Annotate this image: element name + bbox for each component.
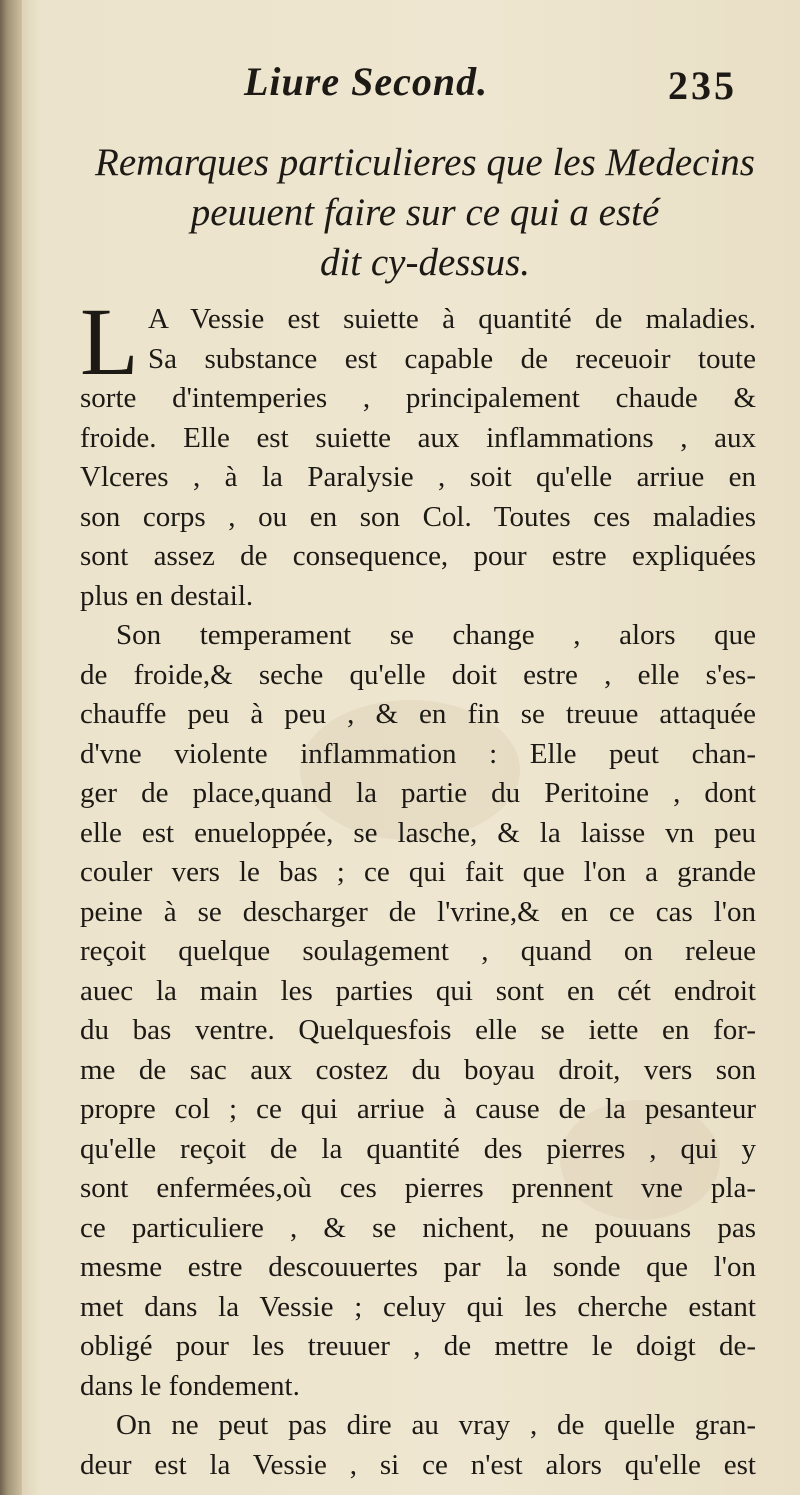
text-line: sont assez de consequence, pour estre expliquées	[80, 540, 756, 572]
section-heading-line: Remarques particulieres que les Medecins	[95, 141, 755, 184]
text-line: obligé pour les treuuer , de mettre le doigt de-	[80, 1330, 756, 1362]
text-line: auec la main les parties qui sont en cét endroit	[80, 974, 756, 1007]
text-line: propre col ; ce qui arriue à cause de la pesanteur	[80, 1093, 756, 1125]
text-line: mesme estre descouuertes par la sonde que l'on	[80, 1251, 756, 1283]
page-header	[0, 58, 800, 118]
text-line: sorte d'intemperies , principalement chaude &	[80, 382, 756, 414]
section-heading-line: peuuent faire sur ce qui a esté	[190, 191, 660, 234]
text-line: ce particuliere , & se nichent, ne pouuans pas	[80, 1211, 756, 1244]
text-line: du bas ventre. Quelquesfois elle se iette en for-	[80, 1014, 756, 1046]
text-line: qu'elle reçoit de la quantité des pierres , qui y	[80, 1132, 756, 1165]
section-heading-line: dit cy-dessus.	[319, 241, 531, 284]
text-line: On ne peut pas dire au vray , de quelle gran-	[116, 1409, 756, 1441]
text-line: met dans la Vessie ; celuy qui les cherche estant	[80, 1290, 756, 1323]
text-line: d'vne violente inflammation : Elle peut chan-	[80, 737, 756, 770]
text-line: Vlceres , à la Paralysie , soit qu'elle arriue en	[80, 461, 756, 493]
text-line: sont enfermées,où ces pierres prennent vne pla-	[80, 1172, 756, 1204]
text-line: ger de place,quand la partie du Peritoine , dont	[80, 777, 756, 809]
paragraph	[80, 616, 756, 1406]
text-line: peine à se descharger de l'vrine,& en ce cas l'on	[80, 895, 756, 928]
text-line: deur est la Vessie , si ce n'est alors qu'elle est	[80, 1448, 756, 1481]
running-title: Liure Second.	[244, 59, 489, 104]
paragraph	[80, 1406, 756, 1485]
text-line: A Vessie est suiette à quantité de maladies.	[148, 303, 756, 335]
page-number: 235	[668, 63, 737, 108]
text-line: chauffe peu à peu , & en fin se treuue attaquée	[80, 698, 756, 730]
text-line: dans le fondement.	[80, 1369, 300, 1402]
text-line: froide. Elle est suiette aux inflammations , aux	[80, 421, 756, 454]
paragraph	[80, 288, 756, 616]
text-line: reçoit quelque soulagement , quand on releue	[80, 935, 756, 967]
book-gutter	[0, 0, 22, 1495]
text-line: me de sac aux costez du boyau droit, vers son	[80, 1053, 756, 1086]
text-line: plus en destail.	[80, 579, 254, 612]
text-line: de froide,& seche qu'elle doit estre , elle s'es-	[80, 658, 756, 691]
text-line: couler vers le bas ; ce qui fait que l'on a grande	[80, 856, 756, 888]
text-line: son corps , ou en son Col. Toutes ces maladies	[80, 500, 756, 533]
drop-cap: L	[80, 288, 139, 395]
body-text	[80, 288, 756, 1485]
text-line: Sa substance est capable de receuoir toute	[148, 342, 756, 375]
text-line: Son temperament se change , alors que	[116, 619, 756, 651]
section-heading	[80, 138, 770, 288]
text-line: elle est enueloppée, se lasche, & la laisse vn peu	[80, 816, 756, 849]
